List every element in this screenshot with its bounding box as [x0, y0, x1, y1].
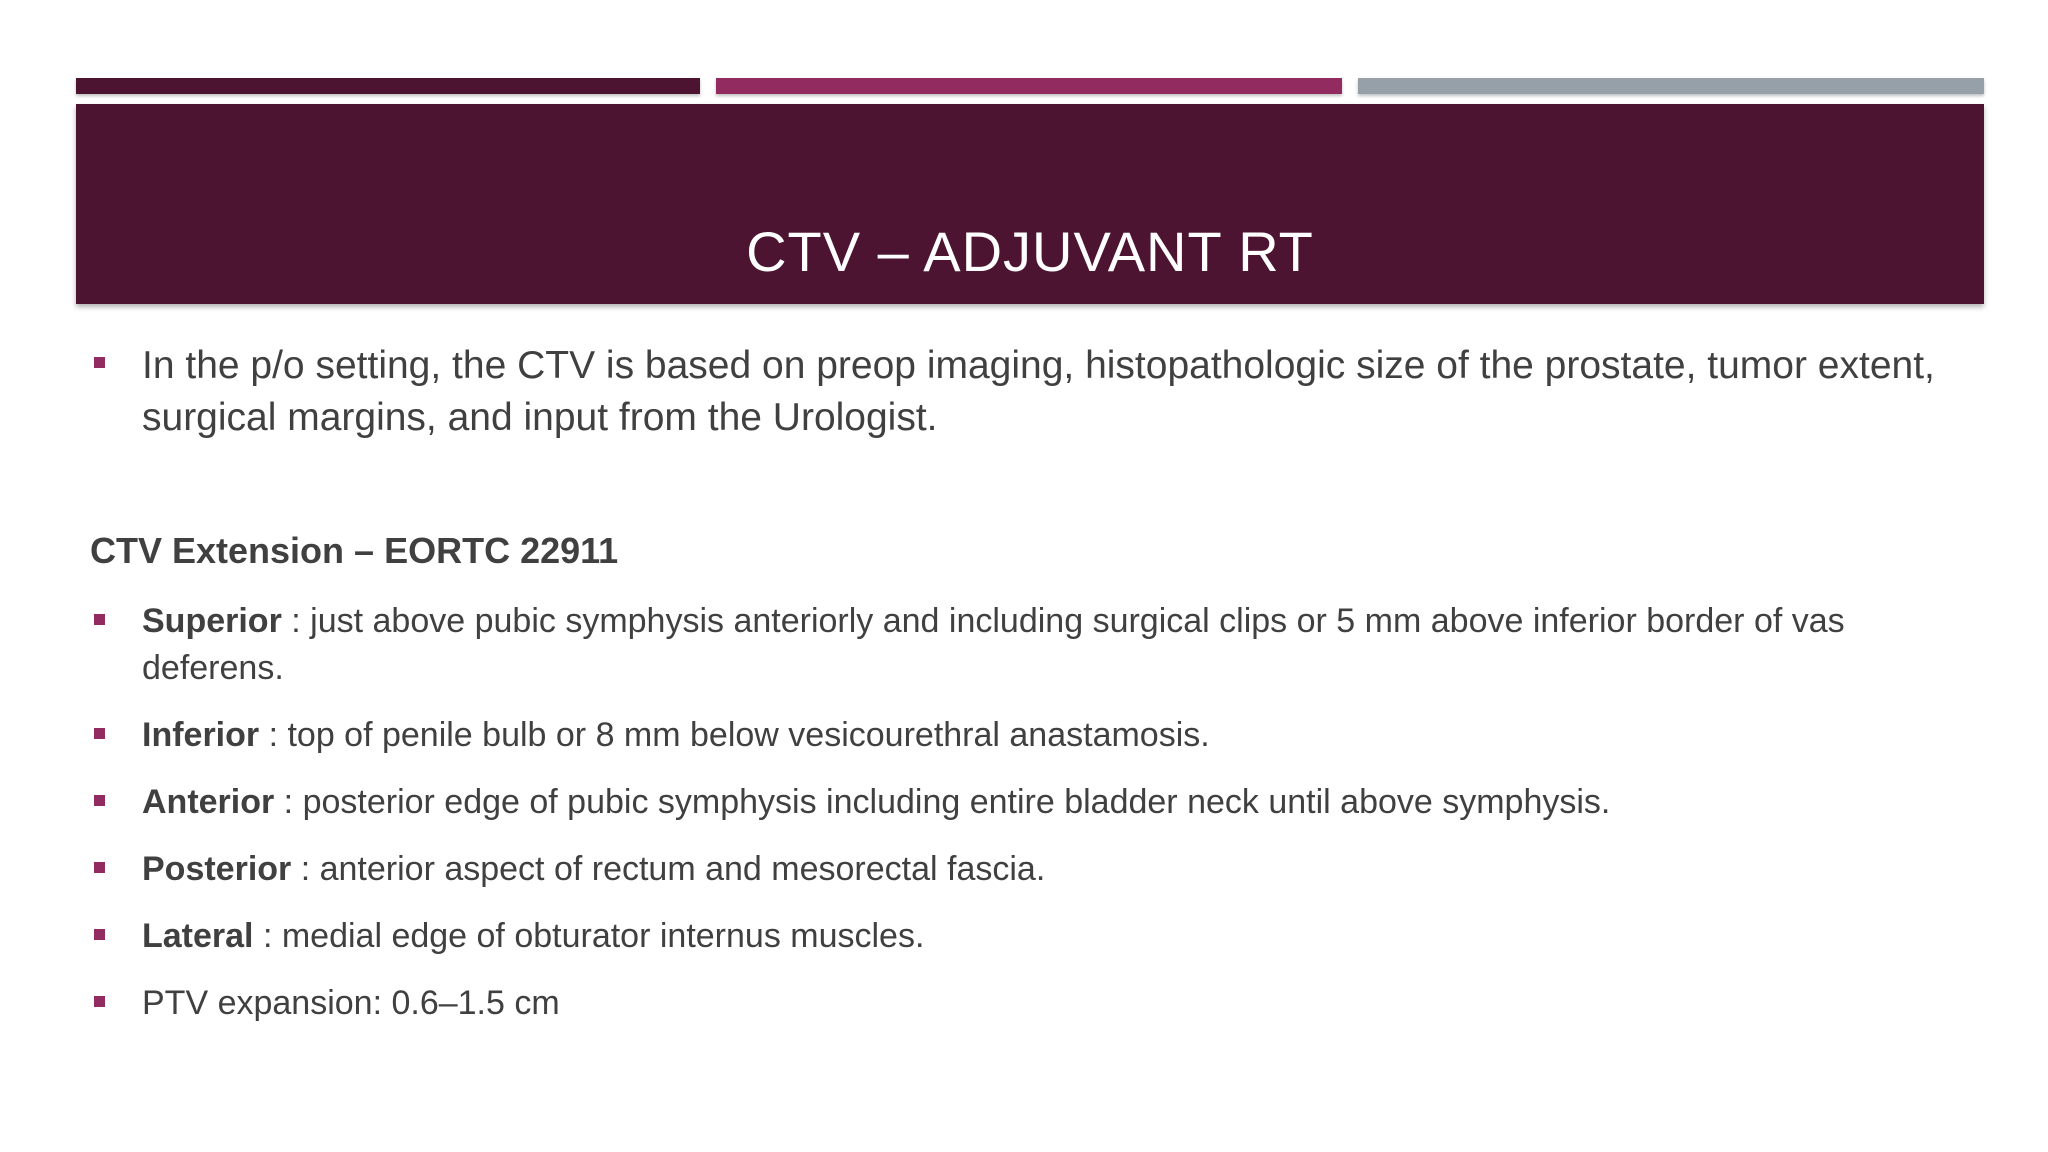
list-item-lateral: [90, 913, 1970, 960]
list-item-text: : medial edge of obturator internus muscles.: [253, 917, 925, 955]
list-item-inferior: [90, 712, 1970, 759]
accent-bar-magenta: [716, 78, 1342, 94]
section-heading: CTV Extension – EORTC 22911: [90, 530, 619, 571]
slide-title: CTV – ADJUVANT RT: [746, 220, 1314, 283]
square-bullet-icon: [94, 795, 105, 806]
list-item-text: : just above pubic symphysis anteriorly and including surgical clips or 5 mm above inferior border of vas deferens.: [142, 602, 1845, 687]
list-item-term: Posterior: [142, 850, 292, 888]
list-item-superior: [90, 598, 1970, 692]
list-item-ptv-expansion: [90, 980, 1970, 1027]
intro-bullet: [90, 340, 1970, 444]
title-band: [76, 104, 1984, 304]
accent-bar-gray: [1358, 78, 1984, 94]
square-bullet-icon: [94, 862, 105, 873]
list-item-text: : posterior edge of pubic symphysis including entire bladder neck until above symphysis.: [274, 783, 1611, 821]
square-bullet-icon: [94, 728, 105, 739]
list-item-term: Superior: [142, 602, 282, 640]
list-item-text: PTV expansion: 0.6–1.5 cm: [142, 984, 560, 1022]
extension-list: [90, 598, 1970, 1047]
list-item-term: Inferior: [142, 716, 260, 754]
slide-content: [90, 340, 1970, 1022]
square-bullet-icon: [94, 996, 105, 1007]
intro-text: In the p/o setting, the CTV is based on preop imaging, histopathologic size of the prostate, tumor extent, surgical margins, and input from the Urologist.: [142, 344, 1935, 439]
list-item-term: Lateral: [142, 917, 254, 955]
list-item-term: Anterior: [142, 783, 275, 821]
list-item-posterior: [90, 846, 1970, 893]
square-bullet-icon: [94, 357, 105, 368]
square-bullet-icon: [94, 614, 105, 625]
square-bullet-icon: [94, 929, 105, 940]
list-item-text: : anterior aspect of rectum and mesorectal fascia.: [291, 850, 1046, 888]
list-item-text: : top of penile bulb or 8 mm below vesicourethral anastamosis.: [259, 716, 1210, 754]
list-item-anterior: [90, 779, 1970, 826]
accent-bar-dark: [76, 78, 700, 94]
